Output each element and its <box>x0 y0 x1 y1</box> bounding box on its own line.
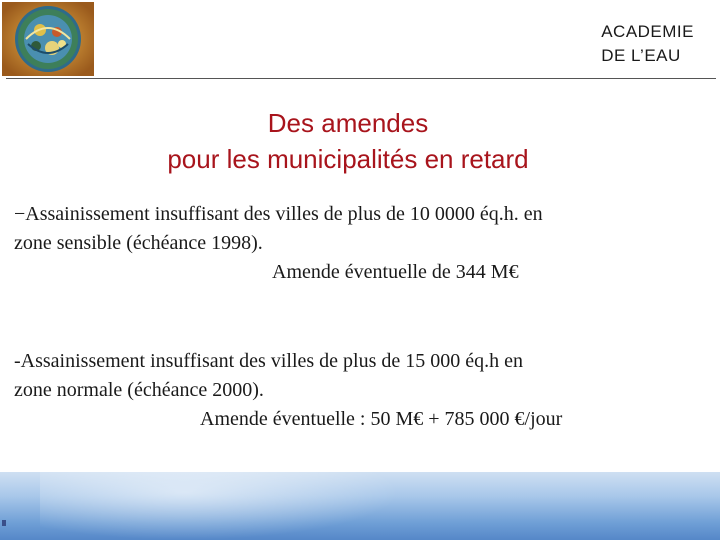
paragraph-line: -Assainissement insuffisant des villes de plus de 15 000 éq.h en <box>14 350 524 372</box>
paragraph-zone-normale <box>14 347 714 434</box>
footer-banner <box>0 472 720 540</box>
footer-glow <box>40 472 400 540</box>
amende-line: Amende éventuelle de 344 M€ <box>272 261 519 283</box>
paragraph-zone-sensible <box>14 200 714 287</box>
slide-title <box>0 105 696 177</box>
paragraph-line: zone sensible (échéance 1998). <box>14 232 263 254</box>
title-line-1: Des amendes <box>267 108 429 138</box>
paragraph-line: zone normale (échéance 2000). <box>14 379 264 401</box>
academie-eau-emblem-icon <box>2 2 94 76</box>
title-line-2: pour les municipalités en retard <box>167 144 529 174</box>
paragraph-line: −Assainissement insuffisant des villes de plus de 10 0000 éq.h. en <box>14 203 543 225</box>
organization-name <box>601 20 694 68</box>
org-line-1: ACADEMIE <box>601 22 694 41</box>
header-divider <box>6 78 716 79</box>
footer-bullet-icon <box>2 520 6 526</box>
org-line-2: DE L’EAU <box>601 46 681 65</box>
amende-line: Amende éventuelle : 50 M€ + 785 000 €/jour <box>200 408 563 430</box>
